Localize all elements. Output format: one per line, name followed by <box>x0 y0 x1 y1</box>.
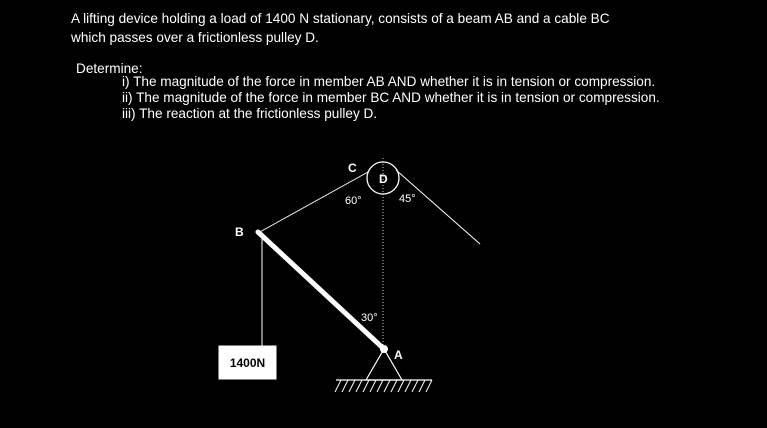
question-item: i) The magnitude of the force in member AB AND whether it is in tension or compression. <box>122 74 656 89</box>
ground-hatching <box>335 380 432 392</box>
problem-line-2: which passes over a frictionless pulley D. <box>71 30 319 45</box>
determine-heading: Determine: <box>76 61 143 76</box>
question-item: ii) The magnitude of the force in member BC AND whether it is in tension or compression. <box>122 90 660 105</box>
label-d: D <box>379 172 388 186</box>
beam-ab <box>258 232 384 349</box>
problem-line-1: A lifting device holding a load of 1400 N stationary, consists of a beam AB and a cable BC <box>71 11 610 26</box>
label-c: C <box>348 161 357 175</box>
label-a: A <box>394 348 403 362</box>
cable-right <box>396 170 480 244</box>
angle-label-c: 60° <box>345 195 362 207</box>
label-b: B <box>235 225 244 239</box>
angle-label-d: 45° <box>399 193 416 205</box>
load-label: 1400N <box>229 356 266 370</box>
question-item: iii) The reaction at the frictionless pulley D. <box>122 106 378 121</box>
angle-label-a: 30° <box>361 312 378 324</box>
